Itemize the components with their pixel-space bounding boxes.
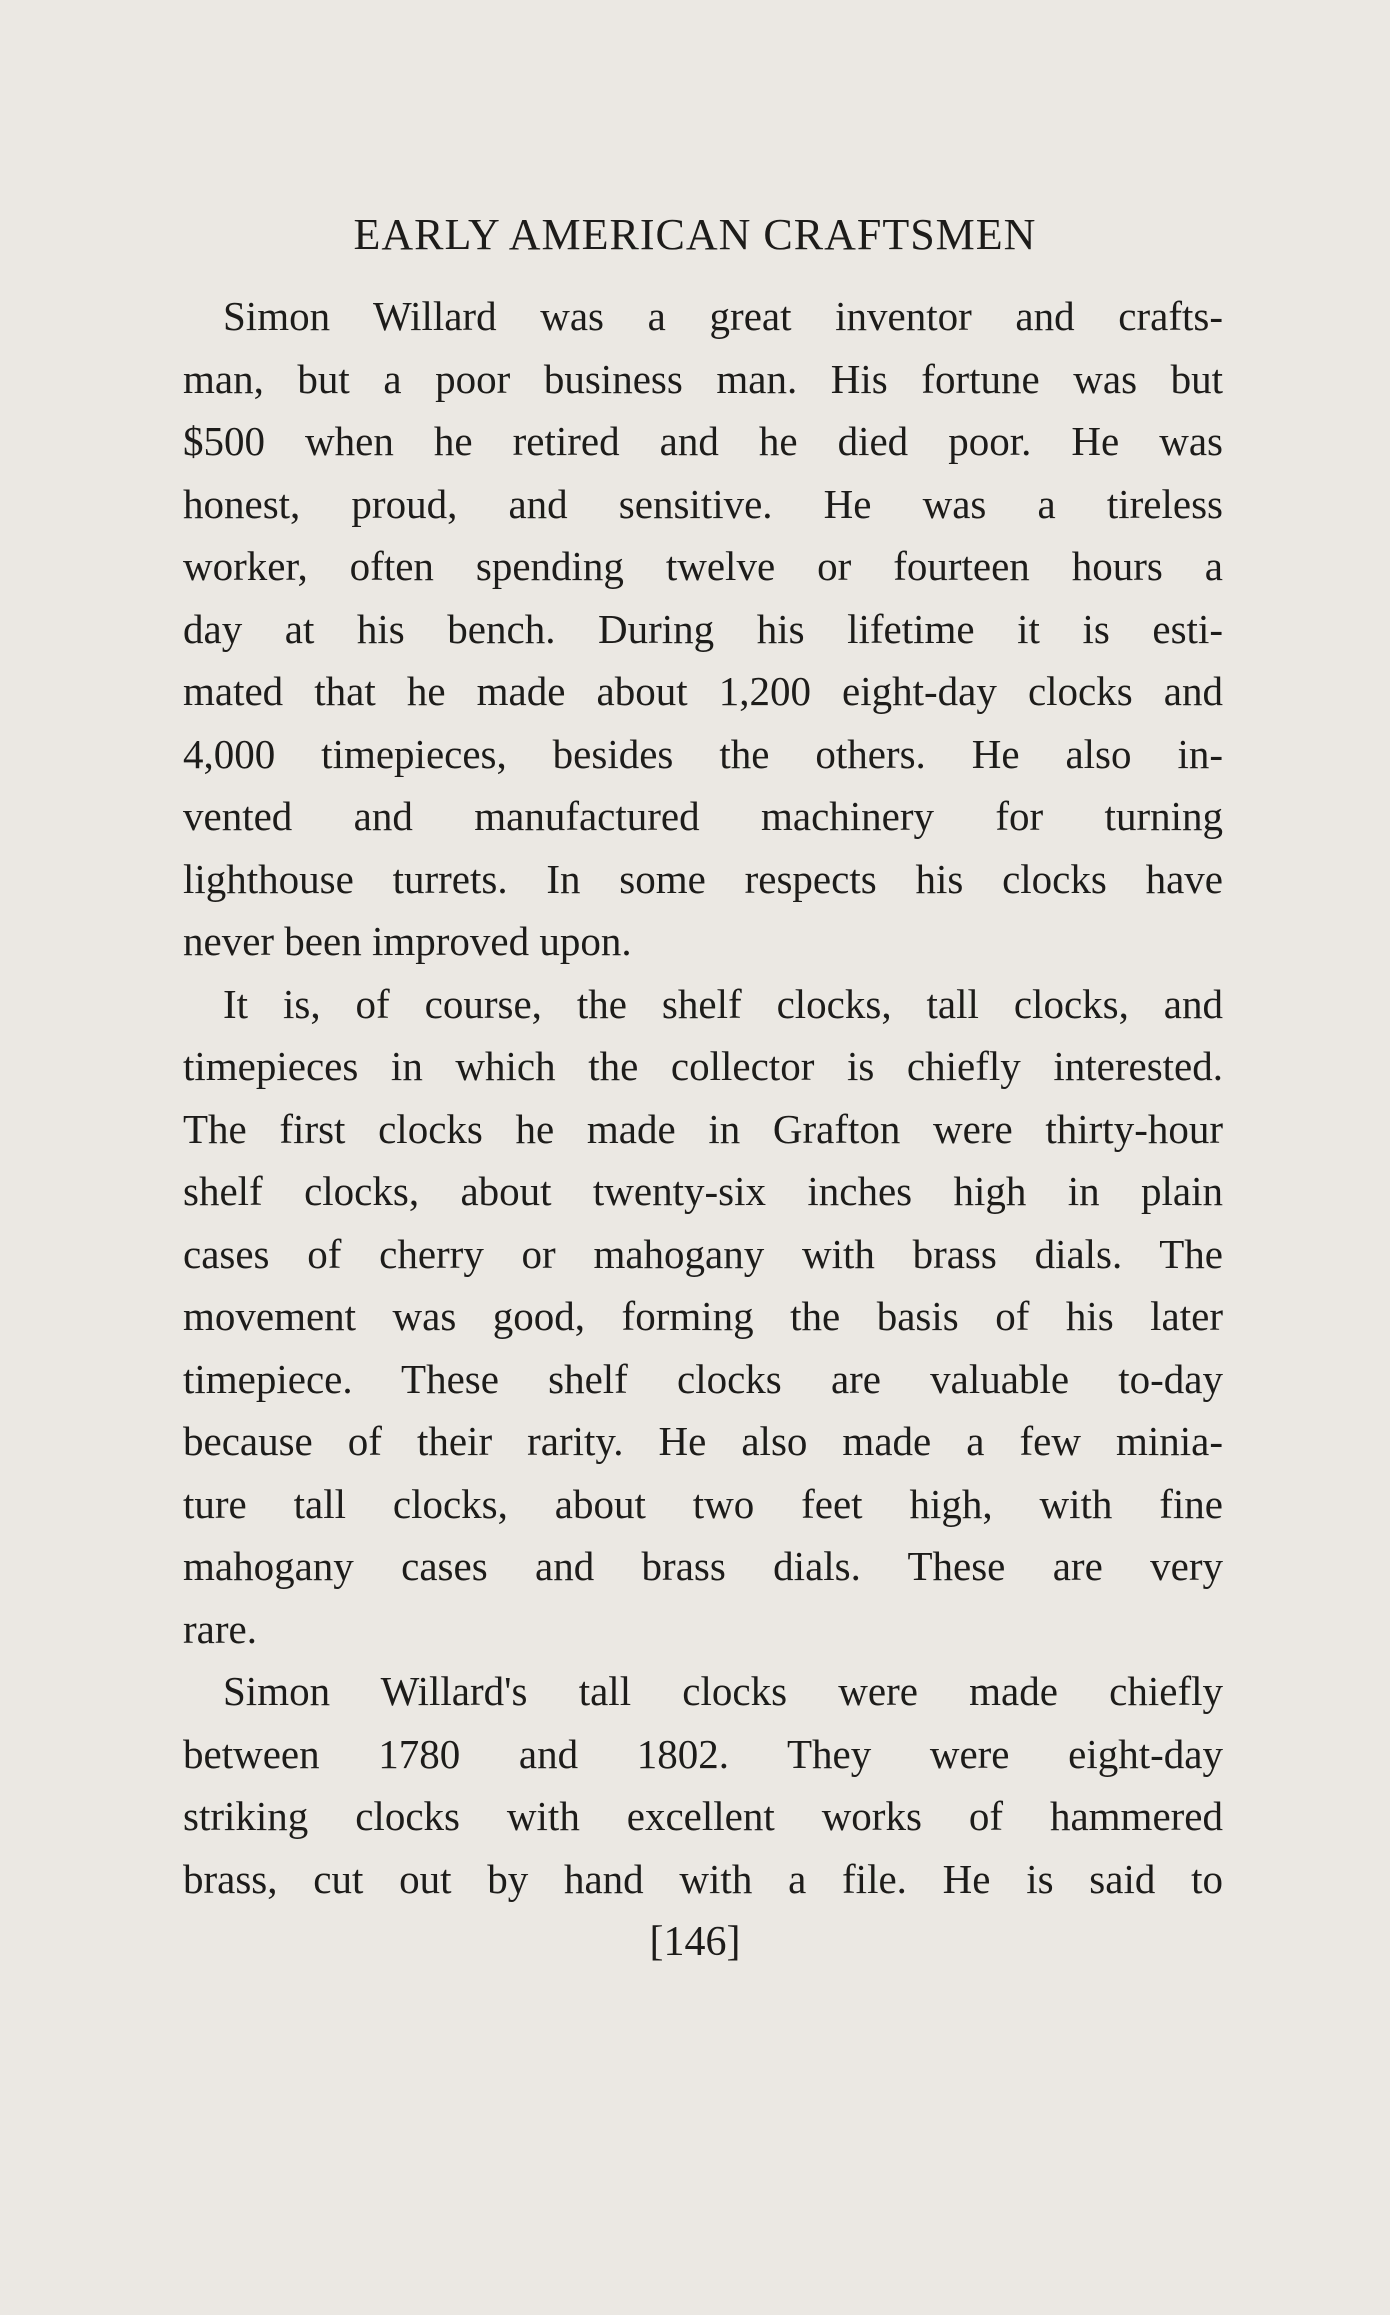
text-line: between 1780 and 1802. They were eight-day <box>183 1730 1223 1777</box>
text-line: never been improved upon. <box>183 918 632 964</box>
text-line: mahogany cases and brass dials. These are very <box>183 1543 1223 1589</box>
text-line: Simon Willard was a great inventor and crafts- <box>223 293 1223 339</box>
text-line: rare. <box>183 1605 257 1652</box>
text-line: mated that he made about 1,200 eight-day clocks and <box>183 668 1223 714</box>
text-line: timepieces in which the collector is chiefly interested. <box>183 1043 1223 1089</box>
page-number: [146] <box>649 1919 741 1965</box>
text-line: honest, proud, and sensitive. He was a tireless <box>183 480 1223 527</box>
text-line: lighthouse turrets. In some respects his clocks have <box>183 855 1223 902</box>
body-text <box>183 285 1223 1910</box>
text-line: ture tall clocks, about two feet high, with fine <box>183 1480 1223 1527</box>
text-line: vented and manufactured machinery for turning <box>183 793 1223 839</box>
text-line: cases of cherry or mahogany with brass dials. The <box>183 1230 1223 1277</box>
text-line: shelf clocks, about twenty-six inches high in plain <box>183 1168 1223 1214</box>
text-line: day at his bench. During his lifetime it is esti- <box>183 605 1223 652</box>
text-line: because of their rarity. He also made a few minia- <box>183 1418 1223 1464</box>
paragraph-2 <box>183 973 1223 1661</box>
text-line: Simon Willard's tall clocks were made chiefly <box>223 1668 1223 1714</box>
text-line: striking clocks with excellent works of hammered <box>183 1793 1223 1839</box>
text-line: $500 when he retired and he died poor. He was <box>183 418 1223 464</box>
text-line: 4,000 timepieces, besides the others. He also in- <box>183 730 1223 777</box>
paragraph-1 <box>183 285 1223 973</box>
running-head: EARLY AMERICAN CRAFTSMEN <box>353 210 1037 259</box>
text-line: brass, cut out by hand with a file. He is said to <box>183 1855 1223 1902</box>
text-line: movement was good, forming the basis of his later <box>183 1293 1223 1339</box>
text-line: It is, of course, the shelf clocks, tall clocks, and <box>223 980 1223 1027</box>
paragraph-3 <box>183 1660 1223 1910</box>
text-line: worker, often spending twelve or fourteen hours a <box>183 543 1223 589</box>
text-line: timepiece. These shelf clocks are valuable to-day <box>183 1355 1223 1402</box>
text-line: The first clocks he made in Grafton were thirty-hour <box>183 1105 1223 1152</box>
text-line: man, but a poor business man. His fortune was but <box>183 355 1223 402</box>
